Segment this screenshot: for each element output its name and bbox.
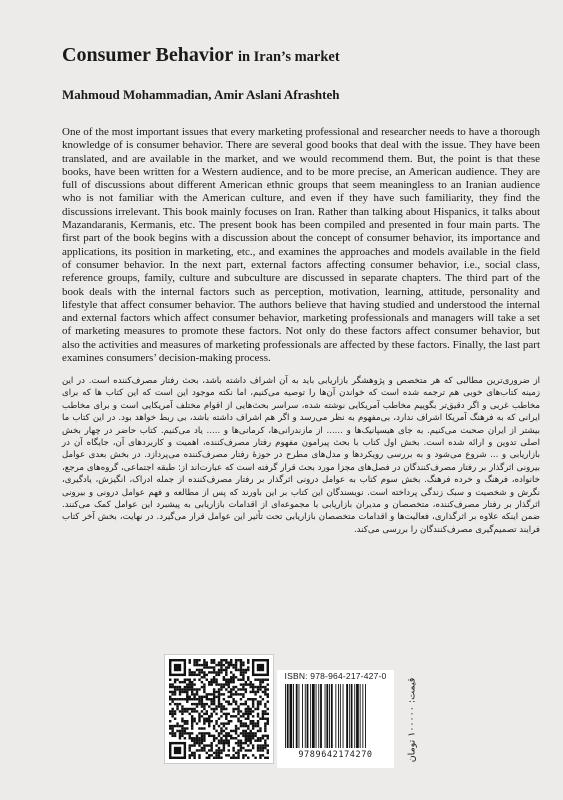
qr-code-icon [164, 654, 274, 764]
english-synopsis: One of the most important issues that every marketing professional and researcher needs to have a thorough knowledge of is consumer behavior. There are several good books that deal with the issue. They have been translated, and are available in the market, and we would recommend them. But, the point is that these books, have been written for a Western audience, and to be more precise, an American audience. They are full of discussions about different American ethnic groups that seem meaningless to an Iranian audience who is not familiar with the American culture, and even if they have such familiarity, they find the discussions irrelevant. This book mainly focuses on Iran. Rather than talking about Hispanics, it talks about Mazandaranis, Kermanis, etc. The present book has been compiled and presented in four main parts. The first part of the book begins with a discussion about the concept of consumer behavior, its importance and applications, its position in marketing, etc., and examines the approaches and models available in the field of consumer behavior. In the next part, external factors affecting consumer behavior, i.e., social class, reference groups, family, culture and subculture are discussed in separate chapters. The third part of the book deals with the internal factors such as perception, motivation, learning, attitude, personality and lifestyle that affect consumer behavior. The authors believe that having studied and understood the internal and external factors which affect consumer behavior, marketing professionals and managers will take a set of marketing measures to promote these factors. Not only do these factors affect consumer behavior, but also the activities and measures of marketing professionals are affected by these factors. Finally, the last part examines consumers’ decision-making process. [62, 126, 540, 365]
title-subtitle: in Iran’s market [237, 49, 340, 65]
isbn-label: ISBN: 978-964-217-427-0 [284, 671, 387, 681]
price-label [402, 672, 422, 768]
barcode-icon [283, 684, 388, 748]
persian-synopsis: از ضروری‌ترین مطالبی که هر متخصص و پژوهشگر بازاریابی باید به آن اشراف داشته باشد، بحث رفتار مصرف‌کننده است. در این زمینه کتاب‌های خوبی هم ترجمه شده است که خواندن آن‌ها را توصیه می‌کنیم، اما نکته موجود این است که این کتاب ها که برای مخاطب غربی و اگر دقیق‌تر بگوییم مخاطب آمریکایی نوشته شده، سراسر بحث‌هایی از اقوام مختلف آمریکایی است و برای مخاطب ایرانی که به فرهنگ آمریکا اشراف ندارد، بی‌مفهوم به نظر می‌رسد و اگر هم اشراف داشته باشد، بی ربط خواهد بود. در این کتاب ما بیشتر از ایران صحبت می‌کنیم. به جای هیسپانیک‌ها و ...... از مازندرانی‌ها، کرمانی‌ها و ..... یاد می‌کنیم. کتاب حاضر در چهار بخش اصلی تدوین و ارائه شده است. بخش اول کتاب با بحث پیرامون مفهوم رفتار مصرف‌کننده، اهمیت و کاربردهای آن، جایگاه آن در بازاریابی و ... شروع می‌شود و به بررسی رویکردها و مدل‌های مطرح در حوزهٔ رفتار مصرف‌کننده می‌پردازد. در بخش بعدی عوامل بیرونی اثرگذار بر رفتار مصرف‌کنندگان در فصل‌های مجزا مورد بحث قرار گرفته است که عبارت‌اند از: طبقه اجتماعی، گروه‌های مرجع، خانواده، فرهنگ و خرده فرهنگ. بخش سوم کتاب به عوامل درونی اثرگذار بر رفتار مصرف‌کننده از جمله ادراک، انگیزش، یادگیری، نگرش و شخصیت و سبک زندگی پرداخته است. نویسندگان این کتاب بر این باورند که پس از مطالعه و فهم عوامل درونی و بیرونی اثرگذار بر رفتار مصرف‌کننده، متخصصان و مدیران بازاریابی با مجموعه‌ای از اقدامات بازاریابی به پیشبرد این عوامل کمک می‌کنند. ضمن اینکه علاوه بر اثرگذاری، فعالیت‌ها و اقدامات متخصصان بازاریابی تحت تأثیر این عوامل قرار می‌گیرد. در نهایت، بخش آخر کتاب فرایند تصمیم‌گیری مصرف‌کنندگان را بررسی می‌کند. [62, 376, 540, 535]
isbn-barcode-block [277, 670, 394, 768]
authors-line: Mahmoud Mohammadian, Amir Aslani Afrashteh [62, 87, 340, 102]
title-main: Consumer Behavior [62, 44, 233, 66]
barcode-number: 9789642174270 [298, 750, 373, 760]
book-title [62, 44, 340, 67]
price-text: قیمت: ۱۰۰۰۰۰ تومان [406, 677, 418, 763]
